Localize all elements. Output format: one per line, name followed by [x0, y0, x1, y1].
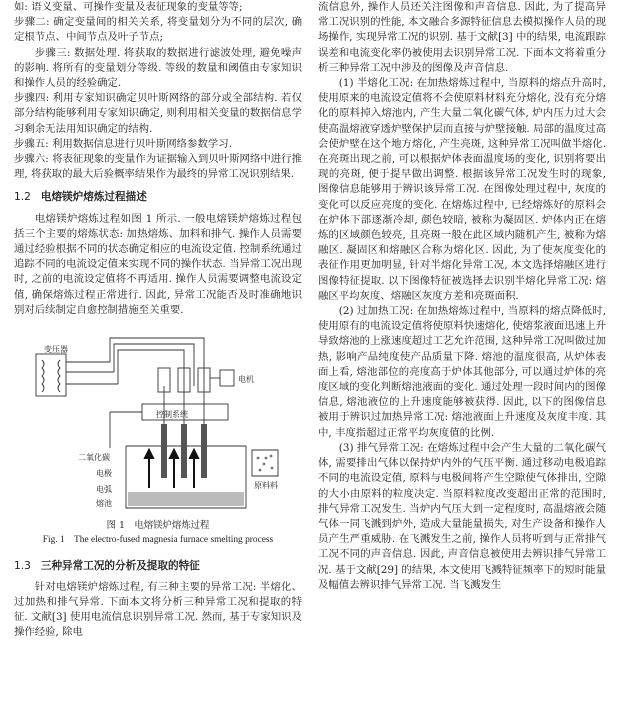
- label-control-system: 控制系统: [156, 410, 188, 420]
- section-heading-1-3: [14, 559, 302, 574]
- furnace-figure: [14, 328, 302, 518]
- transformer-coil-2: [58, 360, 60, 392]
- figure-caption-cn: 图 1 电熔镁炉熔炼过程: [106, 520, 210, 532]
- right-paragraph-exhaust: (3) 排气异常工况: 在熔炼过程中会产生大量的二氧化碳气体, 需要排出气体以保持炉内外的气压平衡. 通过移动电极追踪不同的电流设定值, 原料与电极间将产生空隙使气体排出, 空隙的大小由原料的粒度决定. 当原料粒度改变超出正常的范围时, 排气异常工况发生. 当炉内气压大到一定程度时, 高温熔液会随气体一同飞溅到炉外, 造成大量能量损失, 对生产设备和操作人员产生严重威胁. 在飞溅发生之前, 操作人员将听到与正常排气工况不同的声音信息. 因此, 声音信息被使用去辨识排气异常工况. 基于文献[29] 的结果, 本文使用飞溅特征频率下的短时能量及幅值去辨识排气异常工况. 当飞溅发生: [318, 441, 606, 591]
- step-4: 步骤四: 利用专家知识确定贝叶斯网络的部分或全部结构. 若仅部分结构能够利用专家知识确定, 则利用相关变量的数据信息学习剩余无法用知识确定的结构.: [14, 92, 302, 135]
- figure-caption-en: Fig. 1 The electro-fused magnesia furnace smelting process: [42, 535, 274, 546]
- section-number: 1.3: [14, 559, 31, 572]
- label-electrode: 电极: [96, 469, 112, 479]
- label-co2: 二氧化碳: [78, 453, 110, 463]
- transformer-box: [36, 354, 66, 396]
- section-title: 电熔镁炉熔炼过程描述: [40, 191, 147, 204]
- transformer-coil-1: [42, 360, 44, 392]
- section-title: 三种异常工况的分析及提取的特征: [40, 559, 200, 572]
- section-number: 1.2: [14, 191, 31, 204]
- step-5: 步骤五: 利用数据信息进行贝叶斯网络参数学习.: [14, 137, 232, 150]
- label-raw-material: 原料料: [254, 481, 278, 491]
- section-1-2-paragraph: 电熔镁炉熔炼过程如图 1 所示. 一般电熔镁炉熔炼过程包括三个主要的熔炼状态: 加热熔炼、加料和排气. 操作人员需要通过经验根据不同的状态确定相应的电流设定值. 控制系统通过追踪不同的电流设定值来实现不同的操作状态. 当异常工况出现时, 之前的电流设定值将不再适用. 操作人员需要调整电流设定值, 确保熔炼过程正常进行. 因此, 异常工况能否及时准确地识别对后续制定自愈控制措施至关重要.: [14, 212, 302, 316]
- label-arc: 电弧: [96, 485, 112, 495]
- left-column: [14, 0, 302, 641]
- label-transformer: 变压器: [44, 345, 68, 355]
- label-motor: 电机: [238, 375, 254, 385]
- raw-material-box: [252, 450, 278, 476]
- right-column: [318, 0, 606, 593]
- section-heading-1-2: [14, 190, 302, 205]
- step-3: 步骤三: 数据处理. 将获取的数据进行滤波处理, 避免噪声的影响. 将所有的变量划分等级. 等级的数量和阈值由专家知识和操作人员的经验确定.: [14, 46, 302, 90]
- intro-line-1: 如: 语义变量、可操作变量及表征现象的变量等等;: [14, 1, 243, 13]
- step-2: 步骤二: 确定变量间的相关关系, 将变量划分为不同的层次, 确定根节点、中间节点及叶子节点;: [14, 16, 302, 44]
- right-paragraph-half-melting: (1) 半熔化工况: 在加热熔炼过程中, 当原料的熔点升高时, 使用原来的电流设定值将不会使原料材料充分熔化, 没有充分熔化的原料掉入熔池内, 产生大量二氧化碳气体, 炉内压力过大会使高温熔液穿透炉壁保护层而直接与炉壁接触. 局部的温度过高会使炉壁在这个地方熔化, 产生亮斑, 这种异常工况叫做半熔化. 在亮斑出现之前, 可以根据炉体表面温度场的变化, 识别将要出现的亮斑, 便于提早做出调整. 根据该异常工况发生时的现象, 图像信息能够用于辨识该异常工况. 在图像处理过程中, 灰度的变化可以反应亮度的变化. 在熔炼过程中, 已经熔炼好的原料会在炉体下部逐渐冷却, 颜色较暗, 被称为凝固区. 炉体内正在熔炼的区域颜色较亮, 且亮斑一般在此区域内随机产生, 被称为熔融区. 凝固区和熔融区合称为熔化区. 因此, 为了使灰度变化的表征作用更加明显, 针对半熔化异常工况, 本文选择熔融区进行图像特征提取. 以下图像特征被选择去识别半熔化异常工况: 熔融区平均灰度、熔融区灰度方差和亮斑面积.: [318, 77, 606, 302]
- label-bath: 熔池: [96, 499, 112, 509]
- step-6: 步骤六: 将表征现象的变量作为证据输入到贝叶斯网络中进行推理, 将获取的最大后验概率结果作为最终的异常工况识别结果.: [14, 153, 302, 181]
- right-paragraph-1: 流信息外, 操作人员还关注图像和声音信息. 因此, 为了提高异常工况识别的性能, 本文融合多源特征信息去模拟操作人员的现场操作, 实现异常工况的识别. 基于文献[3] 中的结果, 电流跟踪误差和电流变化率仍被使用去识别异常工况. 下面本文将着重分析三种异常工况中涉及的图像及声音信息.: [318, 1, 606, 74]
- section-1-3-paragraph: 针对电熔镁炉熔炼过程, 有三种主要的异常工况: 半熔化、过加热和排气异常. 下面本文将分析三种异常工况和提取的特征. 文献[3] 使用电流信息识别异常工况. 然而, 基于专家知识及操作经验, 除电: [14, 580, 302, 639]
- right-paragraph-overheating: (2) 过加热工况: 在加热熔炼过程中, 当原料的熔点降低时, 使用原有的电流设定值将使原料快速熔化, 使熔浆液面迅速上升导致熔池的上涨速度超过工艺允许范围, 这种异常工况叫做过加热, 影响产品纯度使产品质量下降. 熔池的温度很高, 从炉体表面上看, 熔池部位的亮度高于炉体其他部分, 可以通过炉体的亮度区域的变化判断熔池液面的变化. 通过处理一段时间内的图像信息, 熔池液位的上升速度能够被获得. 因此, 以下的图像信息被用于辨识过加热异常工况: 熔池液面上升速度及灰度丰度. 其中, 丰度指超过正常平均灰度值的比例.: [318, 305, 606, 439]
- motor-box: [220, 370, 234, 386]
